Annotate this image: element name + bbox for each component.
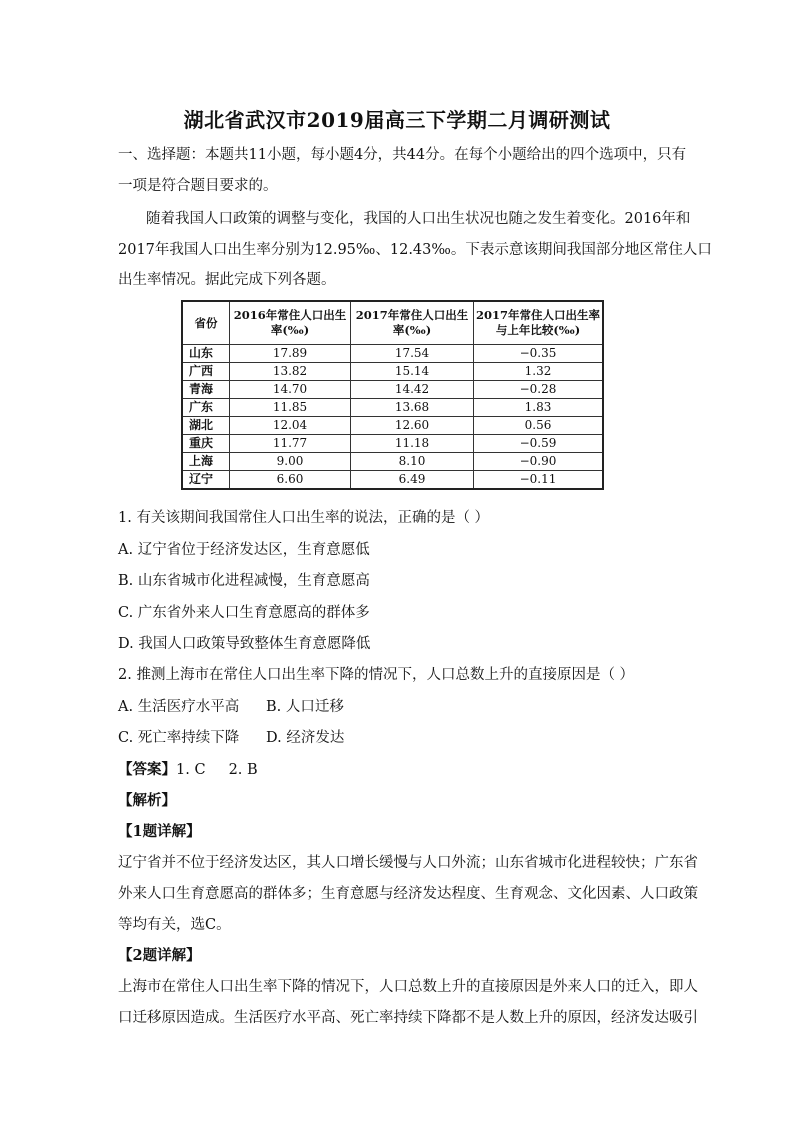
province-cell: 辽宁 bbox=[182, 471, 230, 490]
value-2017-cell: 12.60 bbox=[351, 417, 474, 435]
diff-cell: 1.32 bbox=[474, 363, 604, 381]
question-1-option-a: A. 辽宁省位于经济发达区，生育意愿低 bbox=[118, 542, 370, 558]
intro-paragraph-line: 2017年我国人口出生率分别为12.95‰、12.43‰。下表示意该期间我国部分地区常住人口 bbox=[118, 242, 712, 258]
detail-1-label: 【1题详解】 bbox=[118, 823, 201, 840]
detail-2-line: 口迁移原因造成。生活医疗水平高、死亡率持续下降都不是人数上升的原因，经济发达吸引 bbox=[118, 1010, 698, 1026]
diff-cell: −0.28 bbox=[474, 381, 604, 399]
value-2017-cell: 8.10 bbox=[351, 453, 474, 471]
table-row bbox=[182, 381, 603, 399]
diff-cell: −0.11 bbox=[474, 471, 604, 490]
column-header: 2017年常住人口出生率与上年比较(‰) bbox=[474, 301, 604, 345]
answer-line bbox=[118, 760, 258, 780]
question-1-option-b: B. 山东省城市化进程减慢，生育意愿高 bbox=[118, 573, 370, 589]
page-title: 湖北省武汉市2019届高三下学期二月调研测试 bbox=[183, 108, 611, 132]
analysis-label: 【解析】 bbox=[118, 792, 176, 809]
section-header-line: 一、选择题：本题共11小题，每小题4分，共44分。在每个小题给出的四个选项中，只有 bbox=[118, 147, 687, 163]
intro-paragraph-line: 随着我国人口政策的调整与变化，我国的人口出生状况也随之发生着变化。2016年和 bbox=[146, 211, 691, 227]
value-2016-cell: 13.82 bbox=[230, 363, 351, 381]
question-2-option-d: D. 经济发达 bbox=[266, 730, 345, 746]
question-2-option-b: B. 人口迁移 bbox=[266, 699, 344, 715]
question-1-stem: 1. 有关该期间我国常住人口出生率的说法，正确的是（ ） bbox=[118, 510, 490, 526]
value-2016-cell: 6.60 bbox=[230, 471, 351, 490]
value-2016-cell: 11.85 bbox=[230, 399, 351, 417]
detail-2-label: 【2题详解】 bbox=[118, 947, 201, 964]
value-2017-cell: 11.18 bbox=[351, 435, 474, 453]
question-1-option-d: D. 我国人口政策导致整体生育意愿降低 bbox=[118, 636, 371, 652]
value-2016-cell: 11.77 bbox=[230, 435, 351, 453]
table-header-row bbox=[182, 301, 603, 345]
value-2017-cell: 17.54 bbox=[351, 345, 474, 363]
detail-1-line: 辽宁省并不位于经济发达区，其人口增长缓慢与人口外流；山东省城市化进程较快；广东省 bbox=[118, 855, 698, 871]
diff-cell: 1.83 bbox=[474, 399, 604, 417]
table-row bbox=[182, 417, 603, 435]
question-2-option-c: C. 死亡率持续下降 bbox=[118, 730, 240, 746]
question-2-options-row-2 bbox=[118, 728, 344, 748]
detail-1-line: 等均有关，选C。 bbox=[118, 917, 231, 933]
detail-2-line: 上海市在常住人口出生率下降的情况下，人口总数上升的直接原因是外来人口的迁入，即人 bbox=[118, 979, 698, 995]
value-2017-cell: 14.42 bbox=[351, 381, 474, 399]
table-row bbox=[182, 399, 603, 417]
section-header-line: 一项是符合题目要求的。 bbox=[118, 178, 278, 194]
diff-cell: −0.90 bbox=[474, 453, 604, 471]
table-row bbox=[182, 471, 603, 490]
detail-1-line: 外来人口生育意愿高的群体多；生育意愿与经济发达程度、生育观念、文化因素、人口政策 bbox=[118, 886, 698, 902]
diff-cell: −0.35 bbox=[474, 345, 604, 363]
diff-cell: 0.56 bbox=[474, 417, 604, 435]
table-row bbox=[182, 363, 603, 381]
value-2016-cell: 17.89 bbox=[230, 345, 351, 363]
answer-value: 1. C 2. B bbox=[176, 762, 258, 778]
province-cell: 湖北 bbox=[182, 417, 230, 435]
value-2016-cell: 9.00 bbox=[230, 453, 351, 471]
table-row bbox=[182, 453, 603, 471]
column-header: 省份 bbox=[182, 301, 230, 345]
diff-cell: −0.59 bbox=[474, 435, 604, 453]
question-2-stem: 2. 推测上海市在常住人口出生率下降的情况下，人口总数上升的直接原因是（ ） bbox=[118, 667, 635, 683]
question-2-options-row-1 bbox=[118, 697, 344, 717]
question-1-option-c: C. 广东省外来人口生育意愿高的群体多 bbox=[118, 605, 370, 621]
intro-paragraph-line: 出生率情况。据此完成下列各题。 bbox=[118, 272, 336, 288]
answer-label: 【答案】 bbox=[118, 761, 176, 778]
value-2017-cell: 6.49 bbox=[351, 471, 474, 490]
column-header: 2016年常住人口出生率(‰) bbox=[230, 301, 351, 345]
birth-rate-table bbox=[181, 300, 604, 490]
table-row bbox=[182, 345, 603, 363]
question-2-option-a: A. 生活医疗水平高 bbox=[118, 699, 240, 715]
province-cell: 山东 bbox=[182, 345, 230, 363]
value-2017-cell: 13.68 bbox=[351, 399, 474, 417]
province-cell: 重庆 bbox=[182, 435, 230, 453]
value-2017-cell: 15.14 bbox=[351, 363, 474, 381]
province-cell: 青海 bbox=[182, 381, 230, 399]
province-cell: 广西 bbox=[182, 363, 230, 381]
table-row bbox=[182, 435, 603, 453]
province-cell: 广东 bbox=[182, 399, 230, 417]
province-cell: 上海 bbox=[182, 453, 230, 471]
value-2016-cell: 14.70 bbox=[230, 381, 351, 399]
column-header: 2017年常住人口出生率(‰) bbox=[351, 301, 474, 345]
value-2016-cell: 12.04 bbox=[230, 417, 351, 435]
